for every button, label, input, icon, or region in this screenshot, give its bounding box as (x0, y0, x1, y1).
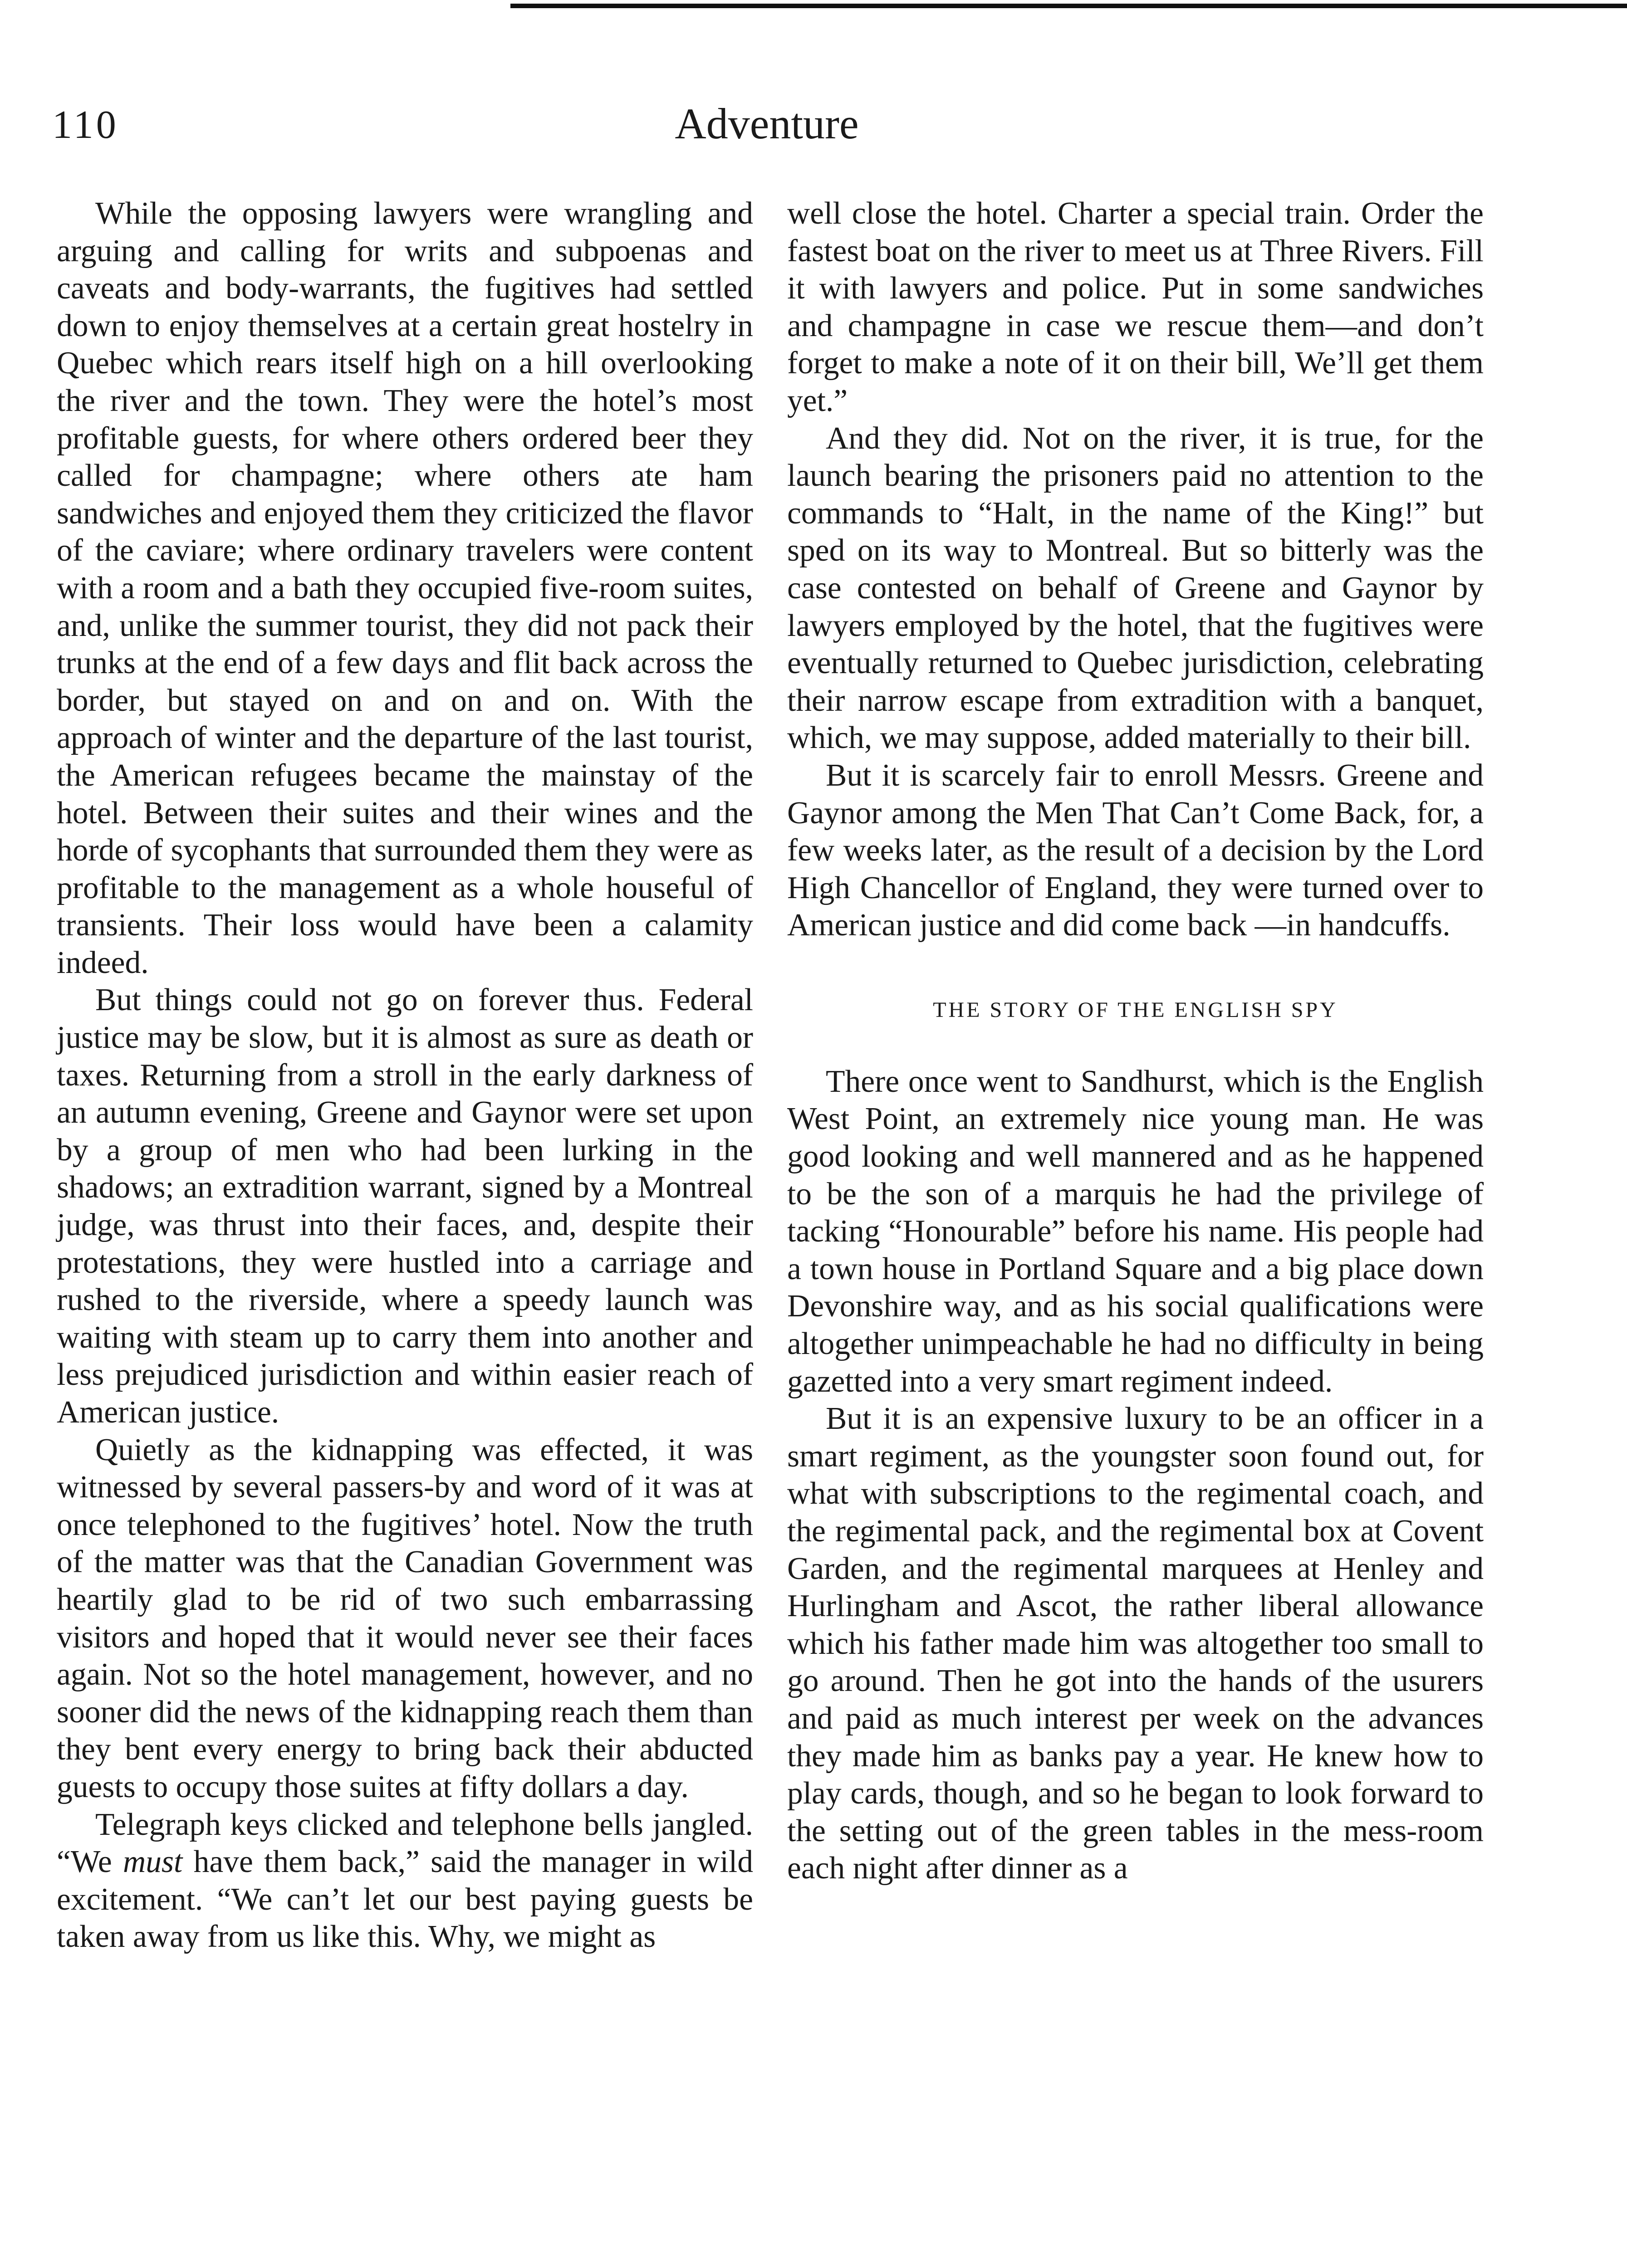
page-header (52, 99, 1481, 161)
paragraph: But things could not go on forever thus. Federal justice may be slow, but it is almost as sure as death or taxes. Returning from a stroll in the early darkness of an autumn evening, Greene and Gaynor were set upon by a group of men who had been lurking in the shadows; an extradition warrant, signed by a Montreal judge, was thrust into their faces, and, despite their protestations, they were hustled into a carriage and rushed to the riverside, where a speedy launch was waiting with steam up to carry them into another and less prejudiced jurisdiction and within easier reach of American justice. (57, 982, 753, 1430)
paragraph: Quietly as the kidnapping was effected, it was witnessed by several passers-by and word of it was at once telephoned to the fugitives’ hotel. Now the truth of the matter was that the Canadian Government was heartily glad to be rid of two such embarrassing visitors and hoped that it would never see their faces again. Not so the hotel management, however, and no sooner did the news of the kidnapping reach them than they bent every energy to bring back their abducted guests to occupy those suites at fifty dollars a day. (57, 1432, 753, 1804)
paragraph: There once went to Sandhurst, which is the English West Point, an extremely nice young man. He was good looking and well mannered and as he happened to be the son of a marquis he had the privilege of tacking “Honourable” before his name. His people had a town house in Portland Square and a big place down Devonshire way, and as his social qualifications were altogether unimpeachable he had no difficulty in being gazetted into a very smart regiment indeed. (787, 1064, 1484, 1399)
page-number: 110 (52, 103, 119, 147)
paragraph-text: Telegraph keys clicked and telephone bells jangled. “We (57, 1807, 753, 1880)
paragraph: While the opposing lawyers were wrangling and arguing and calling for writs and subpoenas and caveats and body-warrants, the fugitives had settled down to enjoy themselves at a certain great hostelry in Quebec which rears itself high on a hill overlooking the river and the town. They were the hotel’s most profitable guests, for where others ordered beer they called for champagne; where others ate ham sandwiches and enjoyed them they criticized the flavor of the caviare; where ordinary travelers were content with a room and a bath they occupied five-room suites, and, unlike the summer tourist, they did not pack their trunks at the end of a few days and flit back across the border, but stayed on and on and on. With the approach of winter and the departure of the last tourist, the American refugees became the mainstay of the hotel. Between their suites and their wines and the horde of sycophants that surrounded them they were as profitable to the management as a whole houseful of transients. Their loss would have been a calamity indeed. (57, 196, 753, 980)
paragraph: And they did. Not on the river, it is true, for the launch bearing the prisoners paid no attention to the commands to “Halt, in the name of the King!” but sped on its way to Montreal. But so bitterly was the case contested on behalf of Greene and Gaynor by lawyers employed by the hotel, that the fugitives were eventually returned to Quebec jurisdiction, celebrating their narrow escape from extradition with a banquet, which, we may suppose, added materially to their bill. (787, 420, 1484, 756)
paragraph-text: have them back,” said the manager in wild excitement. “We can’t let our best paying guests be taken away from us like this. Why, we might as (57, 1844, 753, 1955)
top-rule (510, 4, 1627, 8)
paragraph: But it is scarcely fair to enroll Messrs. Greene and Gaynor among the Men That Can’t Come Back, for, a few weeks later, as the result of a decision by the Lord High Chancellor of England, they were turned over to American justice and did come back —in handcuffs. (787, 758, 1484, 943)
paragraph: But it is an expensive luxury to be an officer in a smart regiment, as the youngster soon found out, for what with subscriptions to the regimental coach, and the regimental pack, and the regimental box at Covent Garden, and the regimental marquees at Henley and Hurlingham and Ascot, the rather liberal allowance which his father made him was altogether too small to go around. Then he got into the hands of the usurers and paid as much interest per week on the advances they made him as banks pay a year. He knew how to play cards, though, and so he began to look forward to the setting out of the green tables in the mess-room each night after dinner as a (787, 1401, 1484, 1886)
paragraph (57, 1806, 753, 1956)
running-title: Adventure (675, 99, 859, 148)
left-column (57, 195, 753, 1956)
emphasis-text: must (123, 1844, 183, 1880)
continued-paragraph: well close the hotel. Charter a special train. Order the fastest boat on the river to meet us at Three Rivers. Fill it with lawyers and police. Put in some sandwiches and champagne in case we rescue them—and don’t forget to make a note of it on their bill, We’ll get them yet.” (787, 196, 1484, 418)
right-column (787, 195, 1484, 1887)
section-heading: THE STORY OF THE ENGLISH SPY (933, 997, 1338, 1022)
